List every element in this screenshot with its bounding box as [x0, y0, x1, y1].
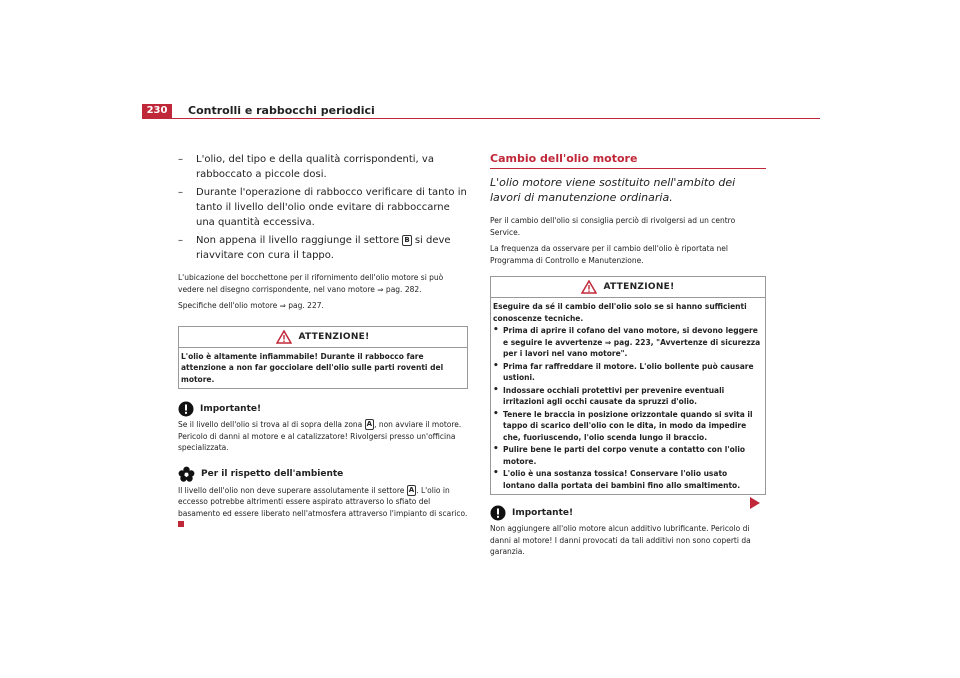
page-number: 230	[142, 104, 172, 118]
dash-item-text: Non appena il livello raggiunge il settore	[196, 235, 403, 246]
important-title: Importante!	[200, 404, 262, 414]
zone-badge: A	[366, 420, 373, 428]
dash-item: – Durante l'operazione di rabbocco verificare di tanto in tanto il livello dell'olio onde evitare di rabboccarne una quantità eccessiva.	[178, 187, 467, 228]
dash-item: – Non appena il livello raggiunge il settore B si deve riavvitare con cura il tappo.	[178, 235, 451, 261]
warning-title: ATTENZIONE!	[298, 331, 370, 342]
flower-environment-icon	[178, 466, 195, 483]
important-header	[178, 401, 468, 417]
list-item: • L'olio è una sostanza tossica! Conservare l'olio usato lontano dalla portata dei bambini fino allo smaltimento.	[493, 468, 741, 490]
environment-title: Per il rispetto dell'ambiente	[201, 469, 344, 479]
zone-badge: B	[404, 236, 410, 244]
zone-badge: A	[408, 485, 415, 494]
dash-item-text: L'olio, del tipo e della qualità corrispondenti, va rabboccato a piccole dosi.	[196, 154, 434, 180]
environment-header	[178, 466, 468, 483]
environment-text: Il livello dell'olio non deve superare assolutamente il settore A . L'olio in eccesso potrebbe altrimenti essere aspirato attraverso lo sfiato del basamento ed essere liberato nell'atmosfera attraverso l'impianto di scarico.	[178, 485, 468, 531]
section-subtitle: L'olio motore viene sostituito nell'ambito dei lavori di manutenzione ordinaria.	[490, 176, 736, 204]
right-column	[490, 152, 766, 558]
warning-intro: Eseguire da sé il cambio dell'olio solo se si hanno sufficienti conoscenze tecniche.	[493, 302, 747, 323]
filler-location-paragraph: L'ubicazione del bocchettone per il rifornimento dell'olio motore si può vedere nel disegno corrispondente, nel vano motore ⇒ pag. 282.	[178, 273, 444, 294]
dash-item-text: si deve riavvitare con cura il tappo.	[196, 235, 451, 261]
list-item: • Pulire bene le parti del corpo venute a contatto con l'olio motore.	[493, 444, 746, 466]
warning-text: L'olio è altamente infiammabile! Durante il rabbocco fare attenzione a non far gocciolare dell'olio sulle parti roventi del motore.	[181, 351, 444, 384]
exclamation-circle-icon	[178, 401, 194, 417]
frequency-paragraph: La frequenza da osservare per il cambio dell'olio è riportata nel Programma di Controllo e Manutenzione.	[490, 244, 729, 265]
oil-spec-paragraph: Specifiche dell'olio motore ⇒ pag. 227.	[178, 301, 324, 310]
important-title: Importante!	[512, 508, 574, 518]
service-paragraph: Per il cambio dell'olio si consiglia perciò di rivolgersi ad un centro Service.	[490, 216, 736, 237]
warning-header	[491, 277, 765, 298]
header-rule	[142, 118, 820, 119]
warning-body	[491, 298, 765, 494]
important-text: Se il livello dell'olio si trova al di sopra della zona A , non avviare il motore. Pericolo di danni al motore e al catalizzatore! Rivolgersi presso un'officina specializzata.	[178, 420, 462, 452]
list-item: • Prima far raffreddare il motore. L'olio bollente può causare ustioni.	[493, 360, 754, 382]
list-item: • Prima di aprire il cofano del vano motore, si devono leggere e seguire le avvertenze ⇒ pag. 223, "Avvertenze di sicurezza per i lavori nel vano motore".	[493, 325, 761, 358]
warning-header	[179, 327, 467, 348]
section-rule	[490, 168, 766, 169]
warning-triangle-icon	[276, 330, 292, 344]
list-item: • Tenere le braccia in posizione orizzontale quando si svita il tappo di scarico dell'olio con le dita, in modo da impedire che, fuoriuscendo, l'olio scenda lungo il braccio.	[493, 408, 753, 442]
end-of-section-square-icon	[178, 521, 184, 527]
dash-item-text: Durante l'operazione di rabbocco verificare di tanto in tanto il livello dell'olio onde evitare di rabboccarne una quantità eccessiva.	[196, 187, 467, 228]
important-header	[490, 505, 766, 521]
list-item: • Indossare occhiali protettivi per prevenire eventuali irritazioni agli occhi causate da spruzzi d'olio.	[493, 384, 725, 406]
warning-box	[178, 326, 468, 390]
warning-box	[490, 276, 766, 495]
important-text: Non aggiungere all'olio motore alcun additivo lubrificante. Pericolo di danni al motore! I danni provocati da tali additivi non sono coperti da garanzia.	[490, 524, 751, 556]
next-page-arrow-icon[interactable]	[750, 497, 760, 509]
section-title: Cambio dell'olio motore	[490, 152, 638, 165]
dash-item: – L'olio, del tipo e della qualità corrispondenti, va rabboccato a piccole dosi.	[178, 154, 434, 180]
left-column	[178, 152, 468, 531]
exclamation-circle-icon	[490, 505, 506, 521]
warning-title: ATTENZIONE!	[603, 282, 675, 292]
warning-triangle-icon	[581, 280, 597, 294]
page-header-title: Controlli e rabbocchi periodici	[188, 104, 375, 117]
